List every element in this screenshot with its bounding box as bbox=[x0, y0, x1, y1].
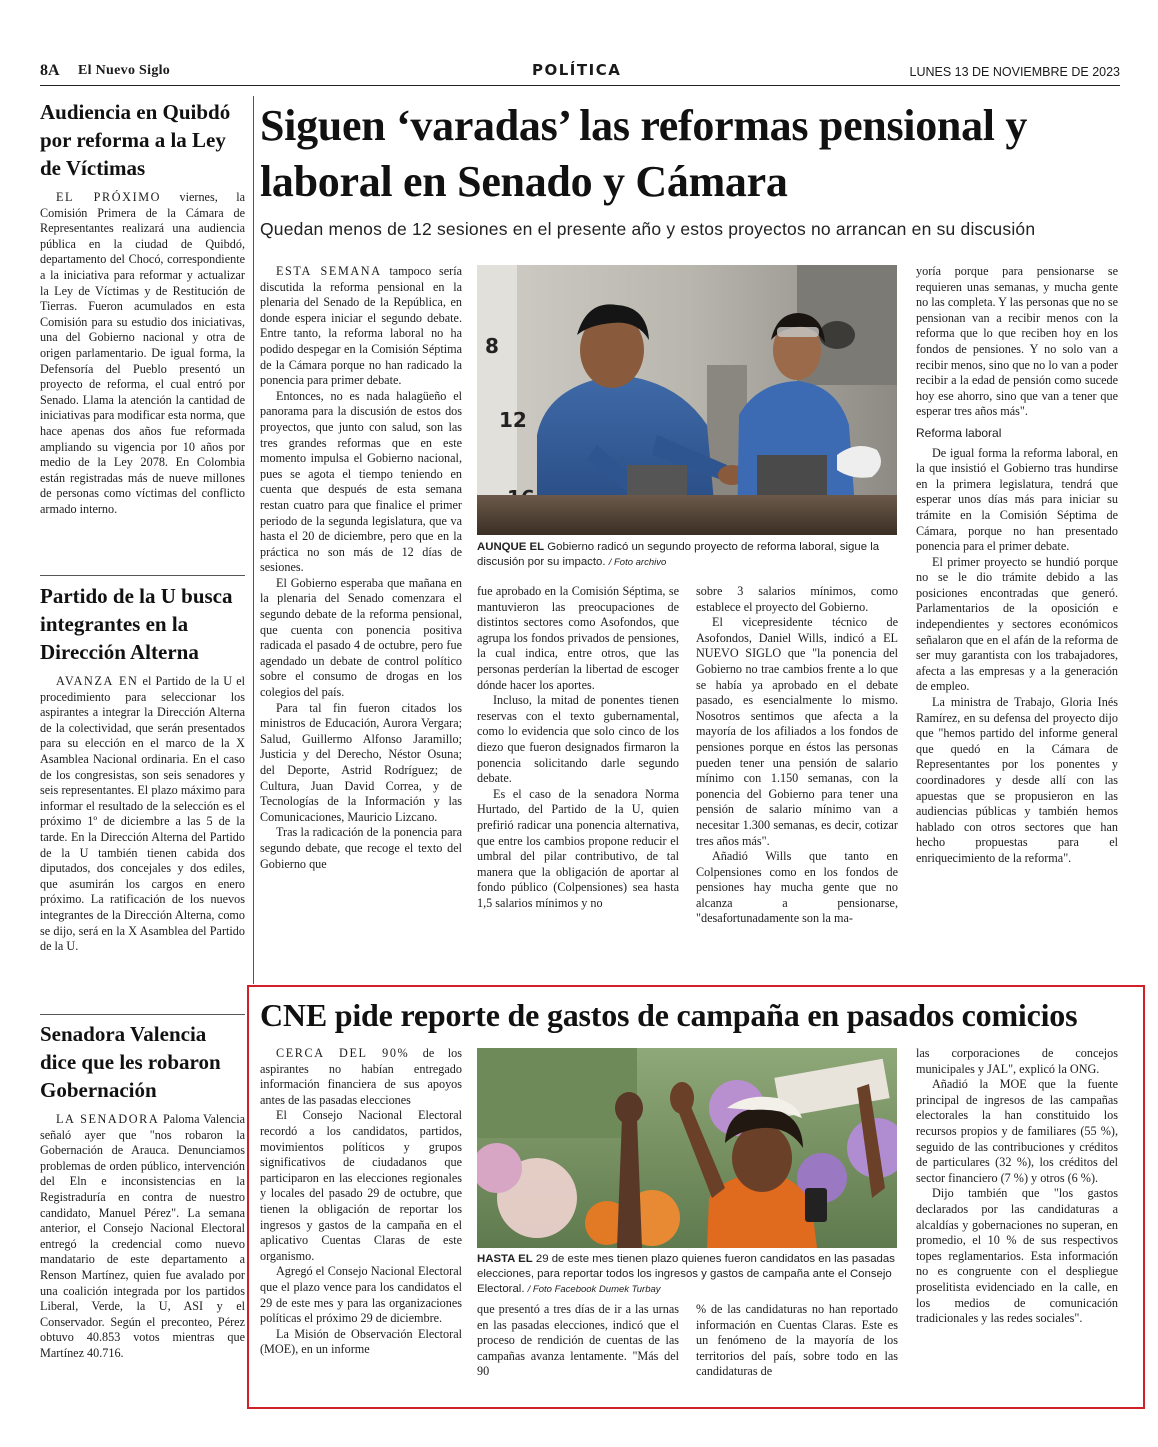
main-col2-p3: Es el caso de la senadora Norma Hurtado, del Partido de la U, quien prefirió radicar una ponencia alternativa, que entre los cambios propone reducir el umbral del pilar contributivo, de tal manera que la obligación de aportar al fondo público (Colpensiones) sea hasta 1,5 salarios mínimos y no bbox=[477, 786, 679, 910]
cne-photo-caption-text: 29 de este mes tienen plazo quienes fueron candidatos en las pasadas elecciones, para reportar todos los ingresos y gastos de campaña ante el Consejo Electoral. bbox=[477, 1253, 895, 1295]
sidebar-story-3-lead: LA SENADORA bbox=[56, 1112, 160, 1126]
main-headline: Siguen ‘varadas’ las reformas pensional y laboral en Senado y Cámara bbox=[260, 101, 1028, 206]
svg-text:8: 8 bbox=[485, 334, 499, 358]
cne-column-2 bbox=[477, 1302, 679, 1380]
section-label: POLÍTICA bbox=[532, 61, 622, 79]
main-subtitle: Quedan menos de 12 sesiones en el presente año y estos proyectos no arrancan en su discusión bbox=[260, 219, 1036, 239]
main-photo-caption-text: Gobierno radicó un segundo proyecto de reforma laboral, sigue la discusión por su impacto. bbox=[477, 541, 880, 568]
main-photo-caption bbox=[477, 540, 899, 570]
cne-column-3 bbox=[696, 1302, 898, 1380]
sidebar-story-1-body bbox=[40, 190, 245, 517]
cne-col4-p2: Añadió la MOE que la fuente principal de ingresos de las campañas electorales la han constituido los recursos propios y de familiares (55 %), seguido de las contribuciones y créditos de particulares (32 %), los créditos del sector financiero (7 %) y otros (6 %). bbox=[916, 1077, 1118, 1185]
main-col3-p2: El vicepresidente técnico de Asofondos, Daniel Wills, indicó a EL NUEVO SIGLO que "la ponencia del Gobierno no trae cambios frente a lo que se había ya aprobado en el debate pasado, es esencialmente lo mismo. Nosotros sentimos que afecta a la mayoría de los afiliados a los fondos de pensiones porque en éstos las personas pueden tener una pensión de salario mínimo con 1.150 semanas, con la ponencia del Gobierno para tener una pensión de salario mínimo van a necesitar 1.300 semanas, es decir, cotizar tres años más". bbox=[696, 615, 898, 848]
main-col4-p2: De igual forma la reforma laboral, en la que insistió el Gobierno tras hundirse en la primera legislatura, tendrá que esperar unos días más para iniciar su trámite en la Comisión Séptima de Cámara, porque no han presentado ponencia para el primer debate. bbox=[916, 445, 1118, 554]
main-col1-p3: El Gobierno esperaba que mañana en la plenaria del Senado comenzara el segundo debate de la reforma pensional, que cuenta con ponencia positiva radicada el pasado 4 de octubre, pero fue agendado un debate de control político sobre el consumo de drogas en los colegios del país. bbox=[260, 575, 462, 700]
cne-photo-caption-lead: HASTA EL bbox=[477, 1253, 533, 1265]
main-photo-caption-lead: AUNQUE EL bbox=[477, 541, 545, 553]
workshop-photo-illustration bbox=[477, 265, 897, 535]
sidebar-story-3 bbox=[40, 1020, 245, 1362]
masthead-logo: El Nuevo Siglo bbox=[78, 63, 171, 78]
sidebar-story-3-text: Paloma Valencia señaló ayer que "nos robaron la Gobernación de Arauca. Denunciamos problemas de orden público, intervención del Eln e inconsistencias en la Registraduría en contra de nuestro candidato, Manuel Pérez". La semana anterior, el Consejo Nacional Electoral entregó la credencial como nuevo mandatario de este departamento a Renson Martínez, quien fue avalado por una coalición integrada por los partidos Liberal, Verde, la U, ASI y el Conservador. Según el preconteo, Pérez obtuvo 40.853 votos mientras que Martínez 40.716. bbox=[40, 1112, 245, 1360]
sidebar-story-2-body bbox=[40, 674, 245, 955]
page-header bbox=[40, 60, 1120, 86]
main-col3-p3: Añadió Wills que tanto en Colpensiones como en los fondos de pensiones hay mucha gente que no alcanza a pensionarse, "desafortunadamente son la ma- bbox=[696, 849, 898, 926]
main-col1-p1: tampoco sería discutida la reforma pensional en la plenaria del Senado de la República, en donde espera iniciar el segundo debate. Entre tanto, la reforma laboral no ha podido despegar en la Comisión Séptima de la Cámara porque no han radicado la ponencia para primer debate. bbox=[260, 264, 462, 388]
sidebar-story-2-text: el Partido de la U el procedimiento para seleccionar los aspirantes a integrar la Dirección Alterna de la colectividad, que serán presentados para su elección en el marco de la X Asamblea Nacional ordinaria. En el caso de los congresistas, son seis senadores y seis representantes. El plazo máximo para informar el resultado de la selección es el próximo 1º de diciembre a las 5 de la tarde. En la Dirección Alterna del Partido de la U también tienen cabida dos diputados, dos concejales y dos ediles, que asumirán los cargos en enero próximo. La ratificación de los nuevos integrantes de la Dirección Alterna, como se dijo, será en la X Asamblea del Partido de la U. bbox=[40, 674, 246, 954]
sidebar-story-1-title: Audiencia en Quibdó por reforma a la Ley de Víctimas bbox=[40, 100, 231, 180]
sidebar-divider bbox=[253, 96, 254, 984]
cne-col1-p1: de los aspirantes no habían entregado información financiera de sus apoyos antes de las pasadas elecciones bbox=[260, 1046, 463, 1107]
sidebar-story-2-lead: AVANZA EN bbox=[56, 674, 139, 688]
sidebar-story-1 bbox=[40, 98, 245, 517]
cne-col1-p4: La Misión de Observación Electoral (MOE), en un informe bbox=[260, 1326, 462, 1357]
sidebar-story-1-lead: EL PRÓXIMO bbox=[56, 190, 162, 204]
svg-text:12: 12 bbox=[499, 408, 527, 432]
sidebar-story-1-text: viernes, la Comisión Primera de la Cámara de Representantes realizará una audiencia pública en la ciudad de Quibdó, departamento del Chocó, correspondiente a la iniciativa para reformar y actualizar la Ley de Víctimas y de Restitución de Tierras. Fueron acumulados en esta Comisión para su estudio dos iniciativas, una del Gobierno nacional y otra de origen parlamentario. De igual forma, la Defensoría del Pueblo presentó un proyecto de reforma, el cual entró por Senado. Llama la atención la cantidad de iniciativas para modificar esta norma, que hace apenas dos años fue reformada ampliando su vigencia por 10 años por medio de la Ley 2078. En Colombia están registradas más de nueve millones de personas como víctimas del conflicto armado interno. bbox=[40, 190, 245, 516]
main-col1-p5: Tras la radicación de la ponencia para segundo debate, que recoge el texto del Gobierno que bbox=[260, 825, 462, 871]
main-column-4 bbox=[916, 264, 1118, 867]
cne-lead: CERCA DEL 90% bbox=[276, 1046, 410, 1060]
cne-column-4 bbox=[916, 1046, 1118, 1327]
cne-col3-p1: % de las candidaturas no han reportado información en Cuentas Claras. Este es un fenómeno de la mayoría de los territorios del país, sobre todo en las candidaturas de bbox=[696, 1302, 898, 1379]
main-column-1 bbox=[260, 264, 462, 872]
cne-col2-p1: que presentó a tres días de ir a las urnas en las pasadas elecciones, indicó que el proceso de rendición de cuentas de las campañas avanza lentamente. "Más del 90 bbox=[477, 1302, 679, 1379]
sidebar-story-3-body bbox=[40, 1112, 245, 1362]
sidebar-story-2-title: Partido de la U busca integrantes en la Dirección Alterna bbox=[40, 584, 233, 664]
issue-date: LUNES 13 DE NOVIEMBRE DE 2023 bbox=[909, 65, 1120, 79]
main-column-2 bbox=[477, 584, 679, 911]
main-photo-workshop bbox=[477, 265, 897, 535]
cne-photo-rally bbox=[477, 1048, 897, 1248]
sidebar-story-2 bbox=[40, 582, 245, 955]
cne-headline: CNE pide reporte de gastos de campaña en pasados comicios bbox=[260, 997, 1078, 1033]
main-col2-p2: Incluso, la mitad de ponentes tienen reservas con el texto gubernamental, como lo evidencia que solo cinco de los diezo que fueron designados firmaron la ponencia solicitando darle segundo debate. bbox=[477, 693, 679, 786]
cne-col1-p3: Agregó el Consejo Nacional Electoral que el plazo vence para los candidatos el 29 de este mes y para las organizaciones políticas el próximo 29 de diciembre. bbox=[260, 1264, 462, 1326]
sidebar-rule-1 bbox=[40, 575, 245, 576]
cne-photo-caption bbox=[477, 1252, 899, 1297]
main-photo-credit: / Foto archivo bbox=[608, 557, 667, 568]
main-col1-p2: Entonces, no es nada halagüeño el panorama para la discusión de estos dos proyectos, que junto con salud, son las tres grandes reformas que en este momento impulsa el Gobierno nacional, pues se agota el tiempo teniendo en cuenta que después de esta semana restan cuatro para que finalice el primer periodo de la segunda legislatura, que va hasta el 20 de diciembre, pero que en la práctica no son más de 12 días de sesiones. bbox=[260, 388, 462, 575]
sidebar-rule-2 bbox=[40, 1014, 245, 1015]
page-number: 8A bbox=[40, 62, 60, 79]
main-col4-p1: yoría porque para pensionarse se requieren unas semanas, y mucha gente no las completa. Y las personas que no se pensionan van a recibir menos con la reforma que lo que reciben hoy en los fondos de pensiones. Y no solo van a recibir menos, sino que no lo van a poder recibir a la edad de pensión como sucede hoy ese ahorro, sino que van a tener que esperar tres años más". bbox=[916, 264, 1118, 419]
cne-col1-p2: El Consejo Nacional Electoral recordó a los candidatos, partidos, movimientos políticos y grupos significativos de ciudadanos que participaron en las elecciones regionales y locales del pasado 29 de octubre, que tienen la obligación de reportar los ingresos y gastos de la campaña en el aplicativo Cuentas Claras de este organismo. bbox=[260, 1108, 462, 1263]
main-col4-p3: El primer proyecto se hundió porque no se le dio trámite debido a las posiciones encontradas que generó. Parlamentarios de la oposición e independientes y sectores económicos señalaron que en el afán de la reforma de ser muy garantista con los trabajadores, afecta a las empresas y a la generación de empleo. bbox=[916, 554, 1118, 694]
main-subhead-reforma-laboral: Reforma laboral bbox=[916, 425, 1002, 440]
cne-column-1 bbox=[260, 1046, 462, 1358]
cne-photo-credit: / Foto Facebook Dumek Turbay bbox=[527, 1284, 661, 1295]
main-col1-p4: Para tal fin fueron citados los ministros de Educación, Aurora Vergara; Salud, Guillermo Alfonso Jaramillo; Justicia y del Derecho, Néstor Osuna; del Deporte, Astrid Rodríguez; de Cultura, Juan David Correa, y de Tecnologías de la Información y las Comunicaciones, Mauricio Lizcano. bbox=[260, 700, 462, 824]
cne-col4-p3: Dijo también que "los gastos declarados por las candidaturas a alcaldías y gobernaciones no superan, en promedio, el 10 % de sus respectivos topes reglamentarios. Esta información no es congruente con el despliegue proselitista evidenciado en la calle, en los medios de comunicación tradicionales y las redes sociales". bbox=[916, 1186, 1118, 1326]
sidebar-story-3-title: Senadora Valencia dice que les robaron Gobernación bbox=[40, 1022, 221, 1102]
main-col2-p1: fue aprobado en la Comisión Séptima, se mantuvieron las preocupaciones de distintos sectores como Asofondos, que agrupa los fondos privados de pensiones, la cual indica, entre otros, que las personas perderían la libertad de escoger dónde hacer los aportes. bbox=[477, 584, 679, 692]
rally-photo-illustration bbox=[477, 1048, 897, 1248]
main-col4-p4: La ministra de Trabajo, Gloria Inés Ramírez, en su defensa del proyecto dijo que "hemos partido del informe general que quedó en la Cámara de Representantes por los ponentes y coordinadores y desde allí con las apuestas que se propusieron en las audiencias públicas y también hemos hablado con otros sectores que han hecho propuestas para el enriquecimiento de la reforma". bbox=[916, 695, 1118, 865]
main-column-3 bbox=[696, 584, 898, 927]
main-col3-p1: sobre 3 salarios mínimos, como establece el proyecto del Gobierno. bbox=[696, 584, 898, 614]
cne-col4-p1: las corporaciones de concejos municipales y JAL", explicó la ONG. bbox=[916, 1046, 1118, 1076]
main-lead: ESTA SEMANA bbox=[276, 264, 382, 278]
